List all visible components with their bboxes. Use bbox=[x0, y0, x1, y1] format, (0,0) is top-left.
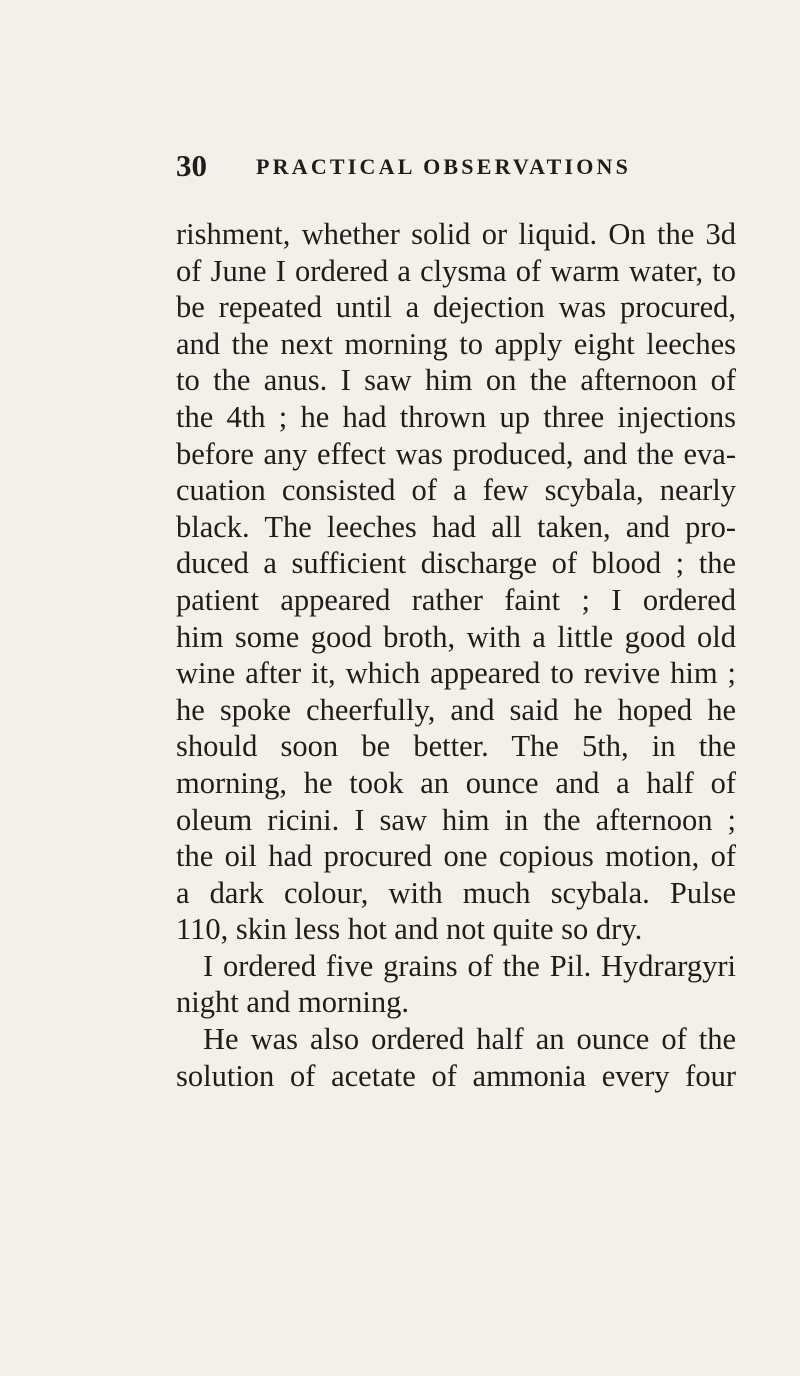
text-line: he spoke cheerfully, and said he hoped he bbox=[176, 692, 736, 727]
text-line: 110, skin less hot and not quite so dry. bbox=[176, 912, 643, 947]
text-line: solution of acetate of ammonia every four bbox=[176, 1058, 736, 1093]
text-line: a dark colour, with much scybala. Pulse bbox=[176, 875, 736, 910]
text-line: oleum ricini. I saw him in the afternoon ; bbox=[176, 802, 736, 837]
text-line: rishment, whether solid or liquid. On the 3d bbox=[176, 217, 736, 251]
page-header bbox=[176, 148, 756, 188]
text-line: night and morning. bbox=[176, 985, 409, 1020]
text-line: black. The leeches had all taken, and pro- bbox=[176, 509, 736, 544]
text-line: be repeated until a dejection was procured, bbox=[176, 290, 736, 325]
text-line: cuation consisted of a few scybala, nearly bbox=[176, 473, 736, 508]
text-line: should soon be better. The 5th, in the bbox=[176, 729, 736, 764]
page-number: 30 bbox=[176, 148, 207, 183]
text-line: before any effect was produced, and the eva- bbox=[176, 436, 736, 471]
text-line: the oil had procured one copious motion, of bbox=[176, 839, 736, 874]
text-line: him some good broth, with a little good old bbox=[176, 619, 736, 654]
text-line: the 4th ; he had thrown up three injections bbox=[176, 399, 736, 434]
body-text bbox=[176, 216, 736, 1094]
text-line: and the next morning to apply eight leeches bbox=[176, 326, 736, 361]
text-line: to the anus. I saw him on the afternoon of bbox=[176, 363, 736, 398]
running-head: PRACTICAL OBSERVATIONS bbox=[256, 154, 632, 179]
text-line: duced a sufficient discharge of blood ; the bbox=[176, 546, 736, 581]
text-line: wine after it, which appeared to revive him ; bbox=[176, 656, 736, 691]
text-line: morning, he took an ounce and a half of bbox=[176, 765, 736, 800]
text-line: of June I ordered a clysma of warm water, to bbox=[176, 253, 736, 288]
text-line: I ordered five grains of the Pil. Hydrargyri bbox=[203, 948, 736, 983]
text-line: patient appeared rather faint ; I ordered bbox=[176, 582, 736, 617]
text-line: He was also ordered half an ounce of the bbox=[203, 1022, 736, 1057]
